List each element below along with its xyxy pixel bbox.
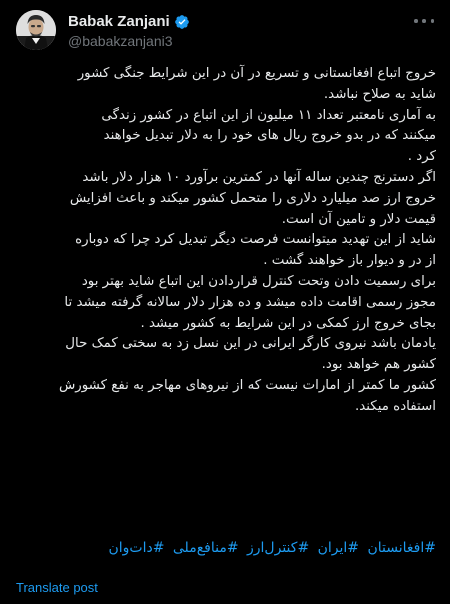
post-line: قیمت دلار و تامین آن است. — [281, 211, 436, 227]
hashtag-list — [16, 538, 436, 558]
post-line: برای رسمیت دادن وتحت کنترل قراردادن این اتباع شاید بهتر بود — [81, 273, 436, 289]
user-handle[interactable]: @babakzanjani3 — [68, 33, 173, 49]
verified-badge-icon — [174, 14, 190, 30]
post-line: خروج ارز صد میلیارد دلاری را متحمل کشور میکند و باعث افزایش — [69, 190, 436, 206]
post-line: بجای خروج ارز کمکی در این شرایط به کشور میشد . — [140, 315, 436, 331]
display-name[interactable]: Babak Zanjani — [68, 13, 170, 30]
post-line: اگر دسترنج چندین ساله آنها در کمترین برآورد ۱۰ هزار دلار باشد — [82, 169, 436, 185]
more-dot — [414, 19, 418, 23]
hashtag-link[interactable]: #افغانستان — [367, 540, 436, 556]
translate-post-link[interactable]: Translate post — [16, 580, 98, 595]
post-line: استفاده میکند. — [354, 398, 436, 414]
post-line: کشور هم خواهد بود. — [321, 357, 436, 373]
avatar[interactable] — [16, 10, 56, 50]
hashtag-link[interactable]: #ایران — [317, 540, 360, 556]
post-line: شاید به صلاح نباشد. — [323, 86, 436, 102]
name-row — [68, 13, 190, 31]
post-text — [16, 64, 436, 418]
more-options-icon[interactable] — [414, 14, 434, 28]
post-line: کشور ما کمتر از امارات نیست که از نیروهای مهاجر به نفع کشورش — [58, 377, 436, 393]
post-line: یادمان باشد نیروی کارگر ایرانی در این نسل زد به سختی کمک حال — [65, 336, 436, 352]
post-line: شاید از این تهدید میتوانست فرصت دیگر تبدیل کرد چرا که دوباره — [75, 232, 436, 248]
hashtag-link[interactable]: #منافع‌ملی — [172, 540, 239, 556]
post-line: میکنند که در بدو خروج ریال های خود را به دلار تبدیل خواهند — [103, 128, 436, 144]
post-line: کرد . — [407, 149, 436, 165]
hashtag-link[interactable]: #کنترل‌ارز — [247, 540, 310, 556]
post-line: مجوز رسمی اقامت داده میشد و ده هزار دلار سالانه گرفته میشد تا — [64, 294, 436, 310]
profile-photo-icon — [16, 10, 56, 50]
post-line: از در و دیوار باز خواهند گشت . — [263, 253, 436, 269]
post-line: خروج اتباع افغانستانی و تسریع در آن در این شرایط جنگی کشور — [77, 66, 436, 81]
post-header — [16, 10, 436, 54]
more-dot — [431, 19, 435, 23]
hashtag-link[interactable]: #دات‌وان — [108, 540, 165, 556]
more-dot — [422, 19, 426, 23]
post-line: به آماری نامعتبر تعداد ۱۱ میلیون از این اتباع در کشور زندگی — [101, 107, 436, 123]
